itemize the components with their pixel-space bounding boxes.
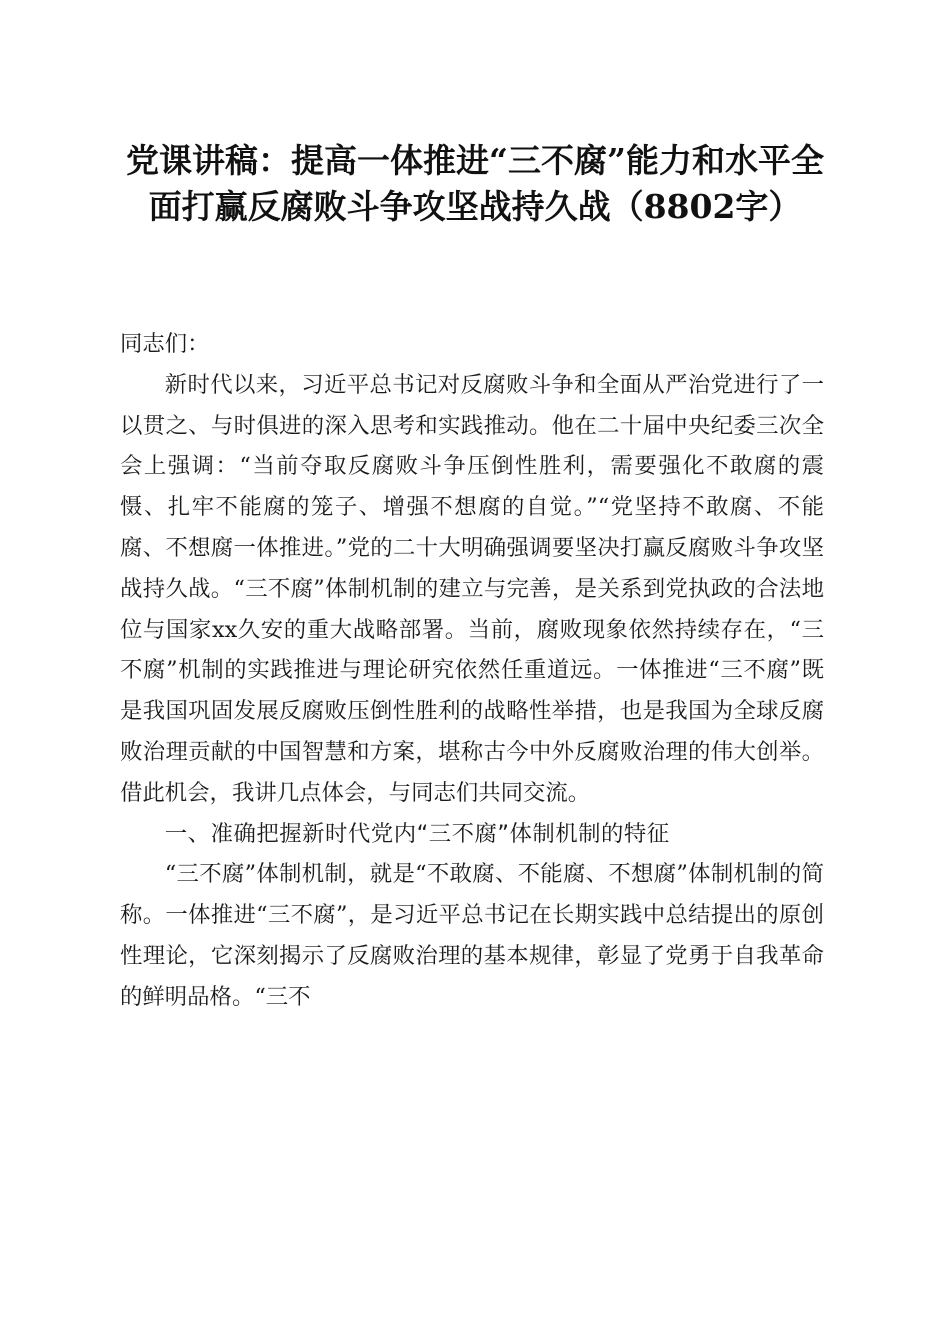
document-body	[120, 324, 824, 1018]
body-paragraph: 新时代以来，习近平总书记对反腐败斗争和全面从严治党进行了一以贯之、与时俱进的深入思考和实践推动。他在二十届中央纪委三次全会上强调：“当前夺取反腐败斗争压倒性胜利，需要强化不敢腐的震慑、扎牢不能腐的笼子、增强不想腐的自觉。”“党坚持不敢腐、不能腐、不想腐一体推进。”党的二十大明确强调要坚决打赢反腐败斗争攻坚战持久战。“三不腐”体制机制的建立与完善，是关系到党执政的合法地位与国家xx久安的重大战略部署。当前，腐败现象依然持续存在，“三不腐”机制的实践推进与理论研究依然任重道远。一体推进“三不腐”既是我国巩固发展反腐败压倒性胜利的战略性举措，也是我国为全球反腐败治理贡献的中国智慧和方案，堪称古今中外反腐败治理的伟大创举。借此机会，我讲几点体会，与同志们共同交流。	[120, 371, 824, 806]
section-heading: 一、准确把握新时代党内“三不腐”体制机制的特征	[164, 820, 670, 847]
document-title: 党课讲稿：提高一体推进“三不腐”能力和水平全面打赢反腐败斗争攻坚战持久战（8802字）	[126, 141, 824, 226]
salutation: 同志们：	[120, 331, 210, 357]
section-paragraph: “三不腐”体制机制，就是“不敢腐、不能腐、不想腐”体制机制的简称。一体推进“三不腐”，是习近平总书记在长期实践中总结提出的原创性理论，它深刻揭示了反腐败治理的基本规律，彰显了党勇于自我革命的鲜明品格。“三不	[120, 861, 824, 1010]
